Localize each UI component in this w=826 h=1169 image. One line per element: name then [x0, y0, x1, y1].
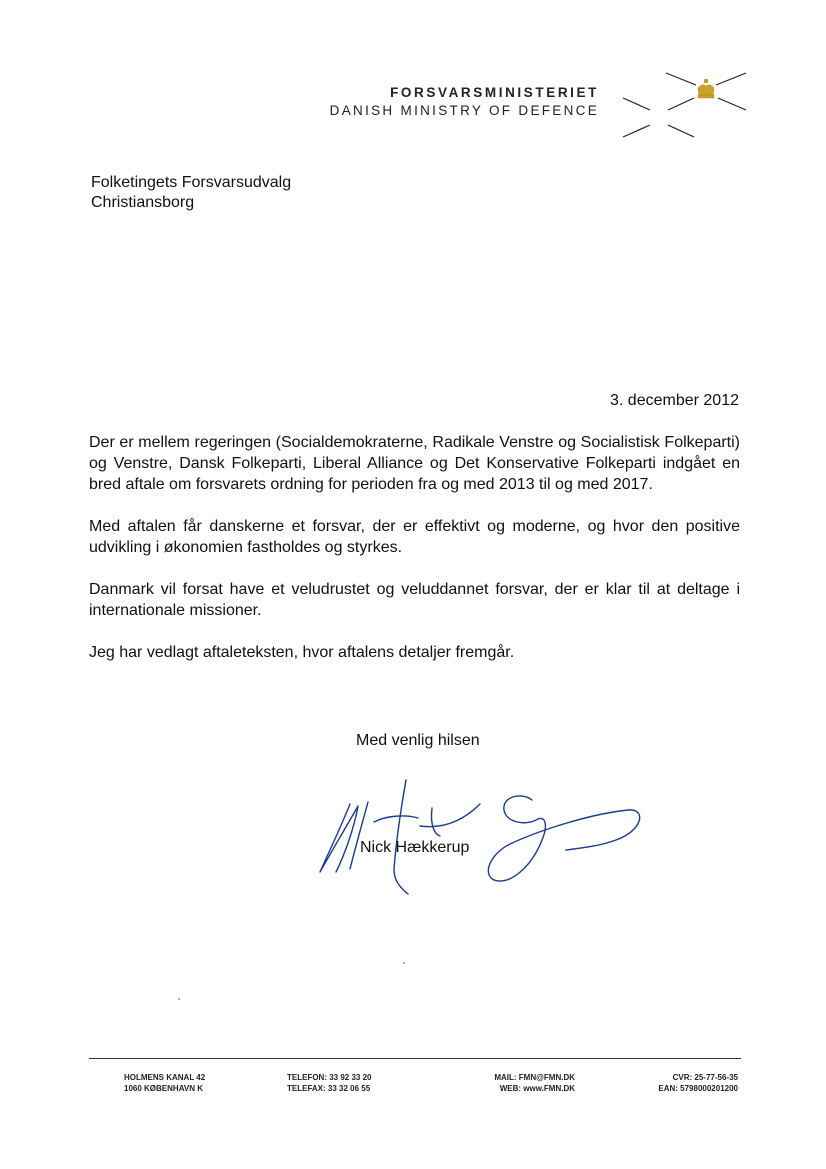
paragraph-3: Danmark vil forsat have et veludrustet og veluddannet forsvar, der er klar til at deltage i internationale missioner.	[89, 581, 740, 619]
scan-speck	[178, 998, 180, 1000]
footer-address-street: HOLMENS KANAL 42	[124, 1073, 206, 1082]
paragraph-1: Der er mellem regeringen (Socialdemokraterne, Radikale Venstre og Socialistisk Folkeparti) og Venstre, Dansk Folkeparti, Liberal Alliance og Det Konservative Folkeparti indgået en bred aftale om forsvarets ordning for perioden fra og med 2013 til og med 2017.	[89, 434, 740, 493]
footer-registration	[610, 1072, 738, 1094]
ministry-name: FORSVARSMINISTERIET	[390, 85, 599, 100]
footer-web: WEB: www.FMN.DK	[499, 1084, 575, 1093]
footer-phone	[287, 1072, 371, 1094]
footer-address	[124, 1072, 205, 1094]
footer-address-city: 1060 KØBENHAVN K	[124, 1084, 203, 1093]
paragraph-4: Jeg har vedlagt aftaleteksten, hvor aftalens detaljer fremgår.	[89, 644, 515, 661]
recipient-line-2: Christiansborg	[91, 194, 195, 211]
footer-ean: EAN: 5798000201200	[658, 1084, 738, 1093]
handwritten-signature	[310, 774, 646, 900]
footer-mail: MAIL: FMN@FMN.DK	[494, 1073, 575, 1082]
signatory-name: Nick Hækkerup	[360, 839, 470, 856]
footer-divider	[89, 1058, 741, 1059]
ministry-crown-logo-icon	[618, 68, 752, 140]
footer-telefax: TELEFAX: 33 32 06 55	[287, 1084, 371, 1093]
footer-online	[440, 1072, 575, 1094]
letter-body	[89, 432, 740, 684]
scan-speck	[403, 962, 405, 964]
ministry-name-english: DANISH MINISTRY OF DEFENCE	[329, 103, 599, 118]
footer-telephone: TELEFON: 33 92 33 20	[287, 1073, 372, 1082]
paragraph-2: Med aftalen får danskerne et forsvar, der er effektivt og moderne, og hvor den positive udvikling i økonomien fastholdes og styrkes.	[89, 518, 740, 556]
footer-cvr: CVR: 25-77-56-35	[672, 1073, 738, 1082]
recipient-address	[91, 173, 291, 213]
letter-date: 3. december 2012	[610, 392, 739, 409]
recipient-line-1: Folketingets Forsvarsudvalg	[91, 174, 292, 191]
closing-salutation: Med venlig hilsen	[356, 732, 480, 749]
